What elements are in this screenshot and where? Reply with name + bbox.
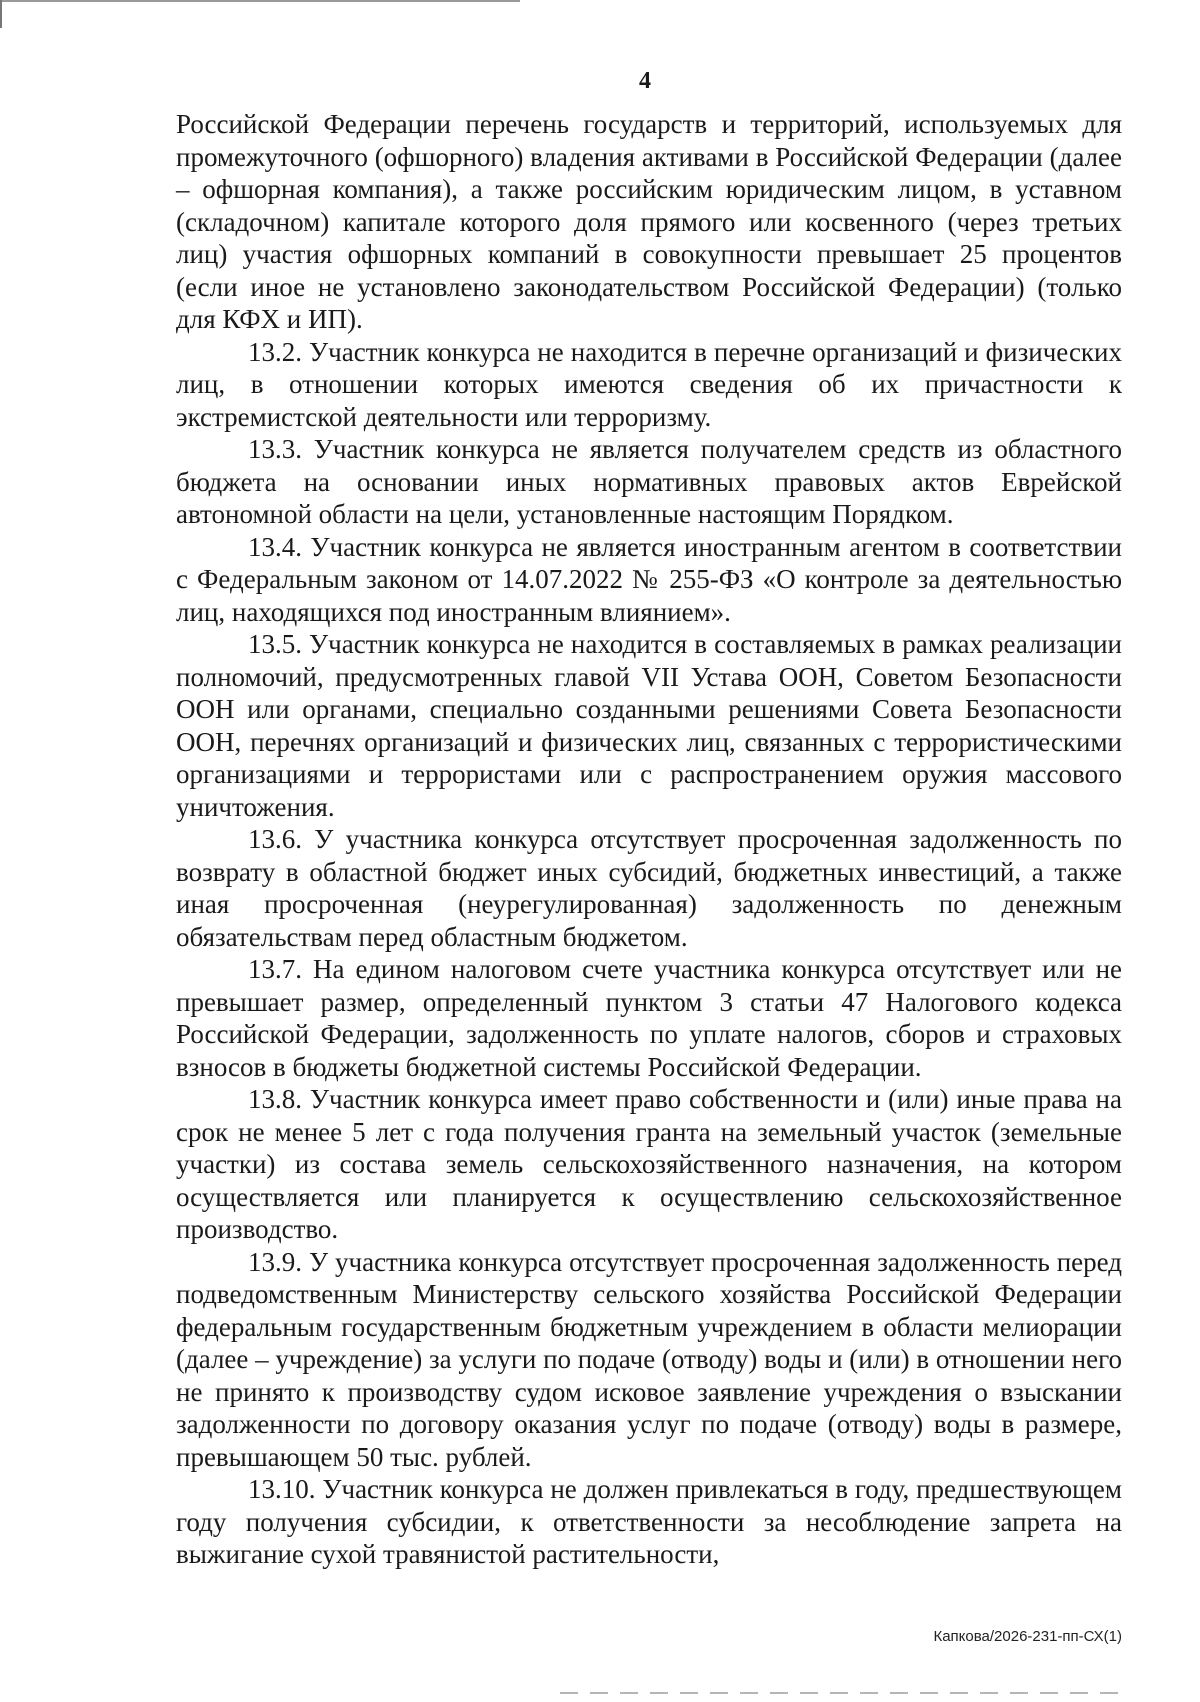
document-footer-code: Капкова/2026-231-пп-СХ(1) xyxy=(933,1628,1122,1645)
paragraph-13-2: 13.2. Участник конкурса не находится в перечне организаций и физических лиц, в отношении которых имеются сведения об их причастности к экстремистской деятельности или терроризму. xyxy=(176,336,1122,432)
paragraph-continuation: Российской Федерации перечень государств и территорий, используемых для промежуточного (офшорного) владения активами в Российской Федерации (далее – офшорная компания), а также российским юридическим лицом, в уставном (складочном) капитале которого доля прямого или косвенного (через третьих лиц) участия офшорных компаний в совокупности превышает 25 процентов (если иное не установлено законодательством Российской Федерации) (только для КФХ и ИП). xyxy=(176,109,1122,334)
page-number: 4 xyxy=(639,68,651,94)
paragraph-13-9: 13.9. У участника конкурса отсутствует просроченная задолженность перед подведомственным Министерству сельского хозяйства Российской Федерации федеральным государственным бюджетным учреждением в области мелиорации (далее – учреждение) за услуги по подаче (отводу) воды и (или) в отношении него не принято к производству судом исковое заявление учреждения о взыскании задолженности по договору оказания услуг по подаче (отводу) воды в размере, превышающем 50 тыс. рублей. xyxy=(176,1246,1122,1472)
paragraph-13-10: 13.10. Участник конкурса не должен привлекаться в году, предшествующем году получения субсидии, к ответственности за несоблюдение запрета на выжигание сухой травянистой растительности, xyxy=(176,1474,1122,1569)
paragraph-13-3: 13.3. Участник конкурса не является получателем средств из областного бюджета на основании иных нормативных правовых актов Еврейской автономной области на цели, установленные настоящим Порядком. xyxy=(176,434,1122,529)
paragraph-13-4: 13.4. Участник конкурса не является иностранным агентом в соответствии с Федеральным законом от 14.07.2022 № 255-ФЗ «О контроле за деятельностью лиц, находящихся под иностранным влиянием». xyxy=(176,531,1122,627)
scan-bottom-noise xyxy=(560,1692,1120,1694)
paragraph-13-7: 13.7. На едином налоговом счете участника конкурса отсутствует или не превышает размер, определенный пунктом 3 статьи 47 Налогового кодекса Российской Федерации, задолженность по уплате налогов, сборов и страховых взносов в бюджеты бюджетной системы Российской Федерации. xyxy=(176,954,1122,1082)
scan-edge-mark xyxy=(0,0,2,28)
paragraph-13-8: 13.8. Участник конкурса имеет право собственности и (или) иные права на срок не менее 5 лет с года получения гранта на земельный участок (земельные участки) из состава земель сельскохозяйственного назначения, на котором осуществляется или планируется к осуществлению сельскохозяйственное производство. xyxy=(176,1084,1122,1244)
paragraph-13-6: 13.6. У участника конкурса отсутствует просроченная задолженность по возврату в областной бюджет иных субсидий, бюджетных инвестиций, а также иная просроченная (неурегулированная) задолженность по денежным обязательствам перед областным бюджетом. xyxy=(176,824,1122,952)
scan-edge-line xyxy=(0,0,520,2)
paragraph-13-5: 13.5. Участник конкурса не находится в составляемых в рамках реализации полномочий, предусмотренных главой VII Устава ООН, Советом Безопасности ООН или органами, специально созданными решениями Совета Безопасности ООН, перечнях организаций и физических лиц, связанных с террористическими организациями и террористами или с распространением оружия массового уничтожения. xyxy=(176,629,1122,822)
document-body xyxy=(176,108,1122,1571)
